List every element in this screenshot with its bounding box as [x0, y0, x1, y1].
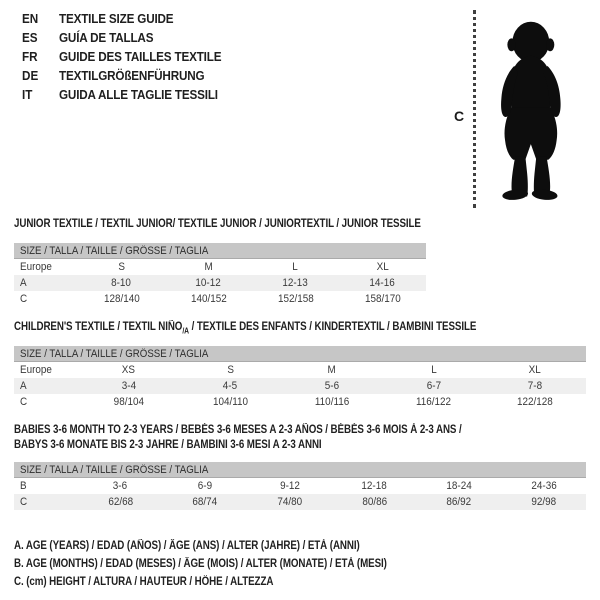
lang-title: TEXTILGRÖßENFÜHRUNG	[59, 68, 205, 83]
lang-title: GUÍA DE TALLAS	[59, 30, 154, 45]
lang-title: TEXTILE SIZE GUIDE	[59, 11, 174, 26]
height-measure-label: C	[454, 108, 465, 124]
children-table-title	[14, 320, 558, 338]
row-label: C	[20, 293, 28, 305]
age-cell: 3-4	[121, 380, 136, 392]
lang-code: FR	[22, 49, 38, 64]
age-cell: 6-9	[197, 480, 213, 492]
row-label: Europe	[20, 364, 52, 376]
legend-line-c: C. (cm) HEIGHT / ALTURA / HAUTEUR / HÖHE / ALTEZZA	[14, 576, 274, 588]
lang-row-it	[22, 85, 239, 104]
size-header-band	[14, 462, 586, 478]
height-cell: 140/152	[190, 293, 227, 305]
row-label: A	[20, 380, 27, 392]
age-cell: 3-6	[113, 480, 128, 492]
height-cell: 86/92	[446, 496, 472, 508]
height-cell: 158/170	[364, 293, 401, 305]
children-title-line: CHILDREN'S TEXTILE / TEXTIL $NIÑO_{/A}$ / TEXTILE DES ENFANTS / KINDERTEXTIL / BAMBINI TESSILE	[14, 321, 477, 336]
size-cell: M	[204, 261, 213, 273]
size-cell: L	[430, 364, 437, 376]
lang-title: GUIDE DES TAILLES TEXTILE	[59, 49, 222, 64]
lang-code: ES	[22, 30, 38, 45]
height-cell: 122/128	[517, 396, 554, 408]
row-label: C	[20, 496, 28, 508]
height-cell: 62/68	[107, 496, 133, 508]
height-cell: 104/110	[212, 396, 248, 408]
age-cell: 18-24	[446, 480, 472, 492]
age-cell: 5-6	[324, 380, 340, 392]
table-row-europe	[14, 259, 426, 275]
lang-row-es	[22, 28, 239, 47]
table-row-height	[14, 494, 586, 510]
row-label: A	[20, 277, 27, 289]
table-row-height	[14, 394, 586, 410]
age-cell: 14-16	[369, 277, 396, 289]
size-header-band	[14, 346, 586, 362]
baby-height-figure	[450, 5, 598, 215]
age-cell: 6-7	[426, 380, 441, 392]
junior-title-line: JUNIOR TEXTILE / TEXTIL JUNIOR/ TEXTILE JUNIOR / JUNIORTEXTIL / JUNIOR TESSILE	[14, 218, 421, 230]
table-row-height	[14, 291, 426, 307]
height-cell: 110/116	[314, 396, 350, 408]
size-cell: XS	[122, 364, 136, 376]
height-dotted-line	[473, 10, 476, 208]
size-cell: XL	[376, 261, 389, 273]
children-size-table	[14, 346, 586, 410]
lang-code: EN	[22, 11, 39, 26]
size-header-text: SIZE / TALLA / TAILLE / GRÖSSE / TAGLIA	[20, 347, 209, 360]
age-cell: 4-5	[223, 380, 238, 392]
height-cell: 98/104	[113, 396, 144, 408]
baby-silhouette-icon	[483, 12, 575, 210]
lang-row-fr	[22, 47, 239, 66]
language-title-block	[22, 9, 239, 104]
lang-title: GUIDA ALLE TAGLIE TESSILI	[59, 87, 218, 102]
junior-table-title	[14, 217, 493, 232]
babies-title-line-1: BABIES 3-6 MONTH TO 2-3 YEARS / BEBÉS 3-6 MESES A 2-3 AÑOS / BÉBÉS 3-6 MOIS À 2-3 ANS /	[14, 424, 462, 436]
size-cell: XL	[529, 364, 542, 376]
legend-line-a: A. AGE (YEARS) / EDAD (AÑOS) / ÂGE (ANS) / ALTER (JAHRE) / ETÀ (ANNI)	[14, 540, 360, 552]
size-header-text: SIZE / TALLA / TAILLE / GRÖSSE / TAGLIA	[20, 463, 209, 476]
legend-line-b: B. AGE (MONTHS) / EDAD (MESES) / ÂGE (MOIS) / ALTER (MONATE) / ETÀ (MESI)	[14, 558, 387, 570]
height-cell: 68/74	[192, 496, 218, 508]
size-header-band	[14, 243, 426, 259]
size-cell: S	[118, 261, 125, 273]
lang-code: IT	[22, 87, 33, 102]
height-cell: 74/80	[277, 496, 303, 508]
measurement-legend	[14, 537, 453, 591]
size-cell: L	[292, 261, 299, 273]
size-header-text: SIZE / TALLA / TAILLE / GRÖSSE / TAGLIA	[20, 244, 209, 257]
table-row-age	[14, 378, 586, 394]
lang-code: DE	[22, 68, 39, 83]
height-cell: 152/158	[277, 293, 314, 305]
junior-size-table	[14, 243, 426, 307]
row-label: C	[20, 396, 28, 408]
subscript-a: /A	[182, 326, 189, 336]
age-cell: 12-18	[361, 480, 388, 492]
age-cell: 9-12	[279, 480, 300, 492]
height-cell: 116/122	[416, 396, 452, 408]
age-cell: 8-10	[111, 277, 132, 289]
size-cell: M	[327, 364, 337, 376]
table-row-age	[14, 275, 426, 291]
table-row-europe	[14, 362, 586, 378]
table-row-age-months	[14, 478, 586, 494]
age-cell: 7-8	[528, 380, 543, 392]
babies-title-line-2: BABYS 3-6 MONATE BIS 2-3 JAHRE / BAMBINI 3-6 MESI A 2-3 ANNI	[14, 439, 322, 451]
age-cell: 24-36	[531, 480, 557, 492]
height-cell: 128/140	[103, 293, 140, 305]
height-cell: 80/86	[361, 496, 387, 508]
age-cell: 12-13	[282, 277, 309, 289]
lang-row-de	[22, 66, 239, 85]
row-label: Europe	[20, 261, 52, 273]
lang-row-en	[22, 9, 239, 28]
height-cell: 92/98	[531, 496, 557, 508]
row-label: B	[20, 480, 27, 492]
babies-size-table	[14, 462, 586, 510]
age-cell: 10-12	[195, 277, 222, 289]
size-cell: S	[227, 364, 234, 376]
babies-table-title	[14, 423, 541, 453]
